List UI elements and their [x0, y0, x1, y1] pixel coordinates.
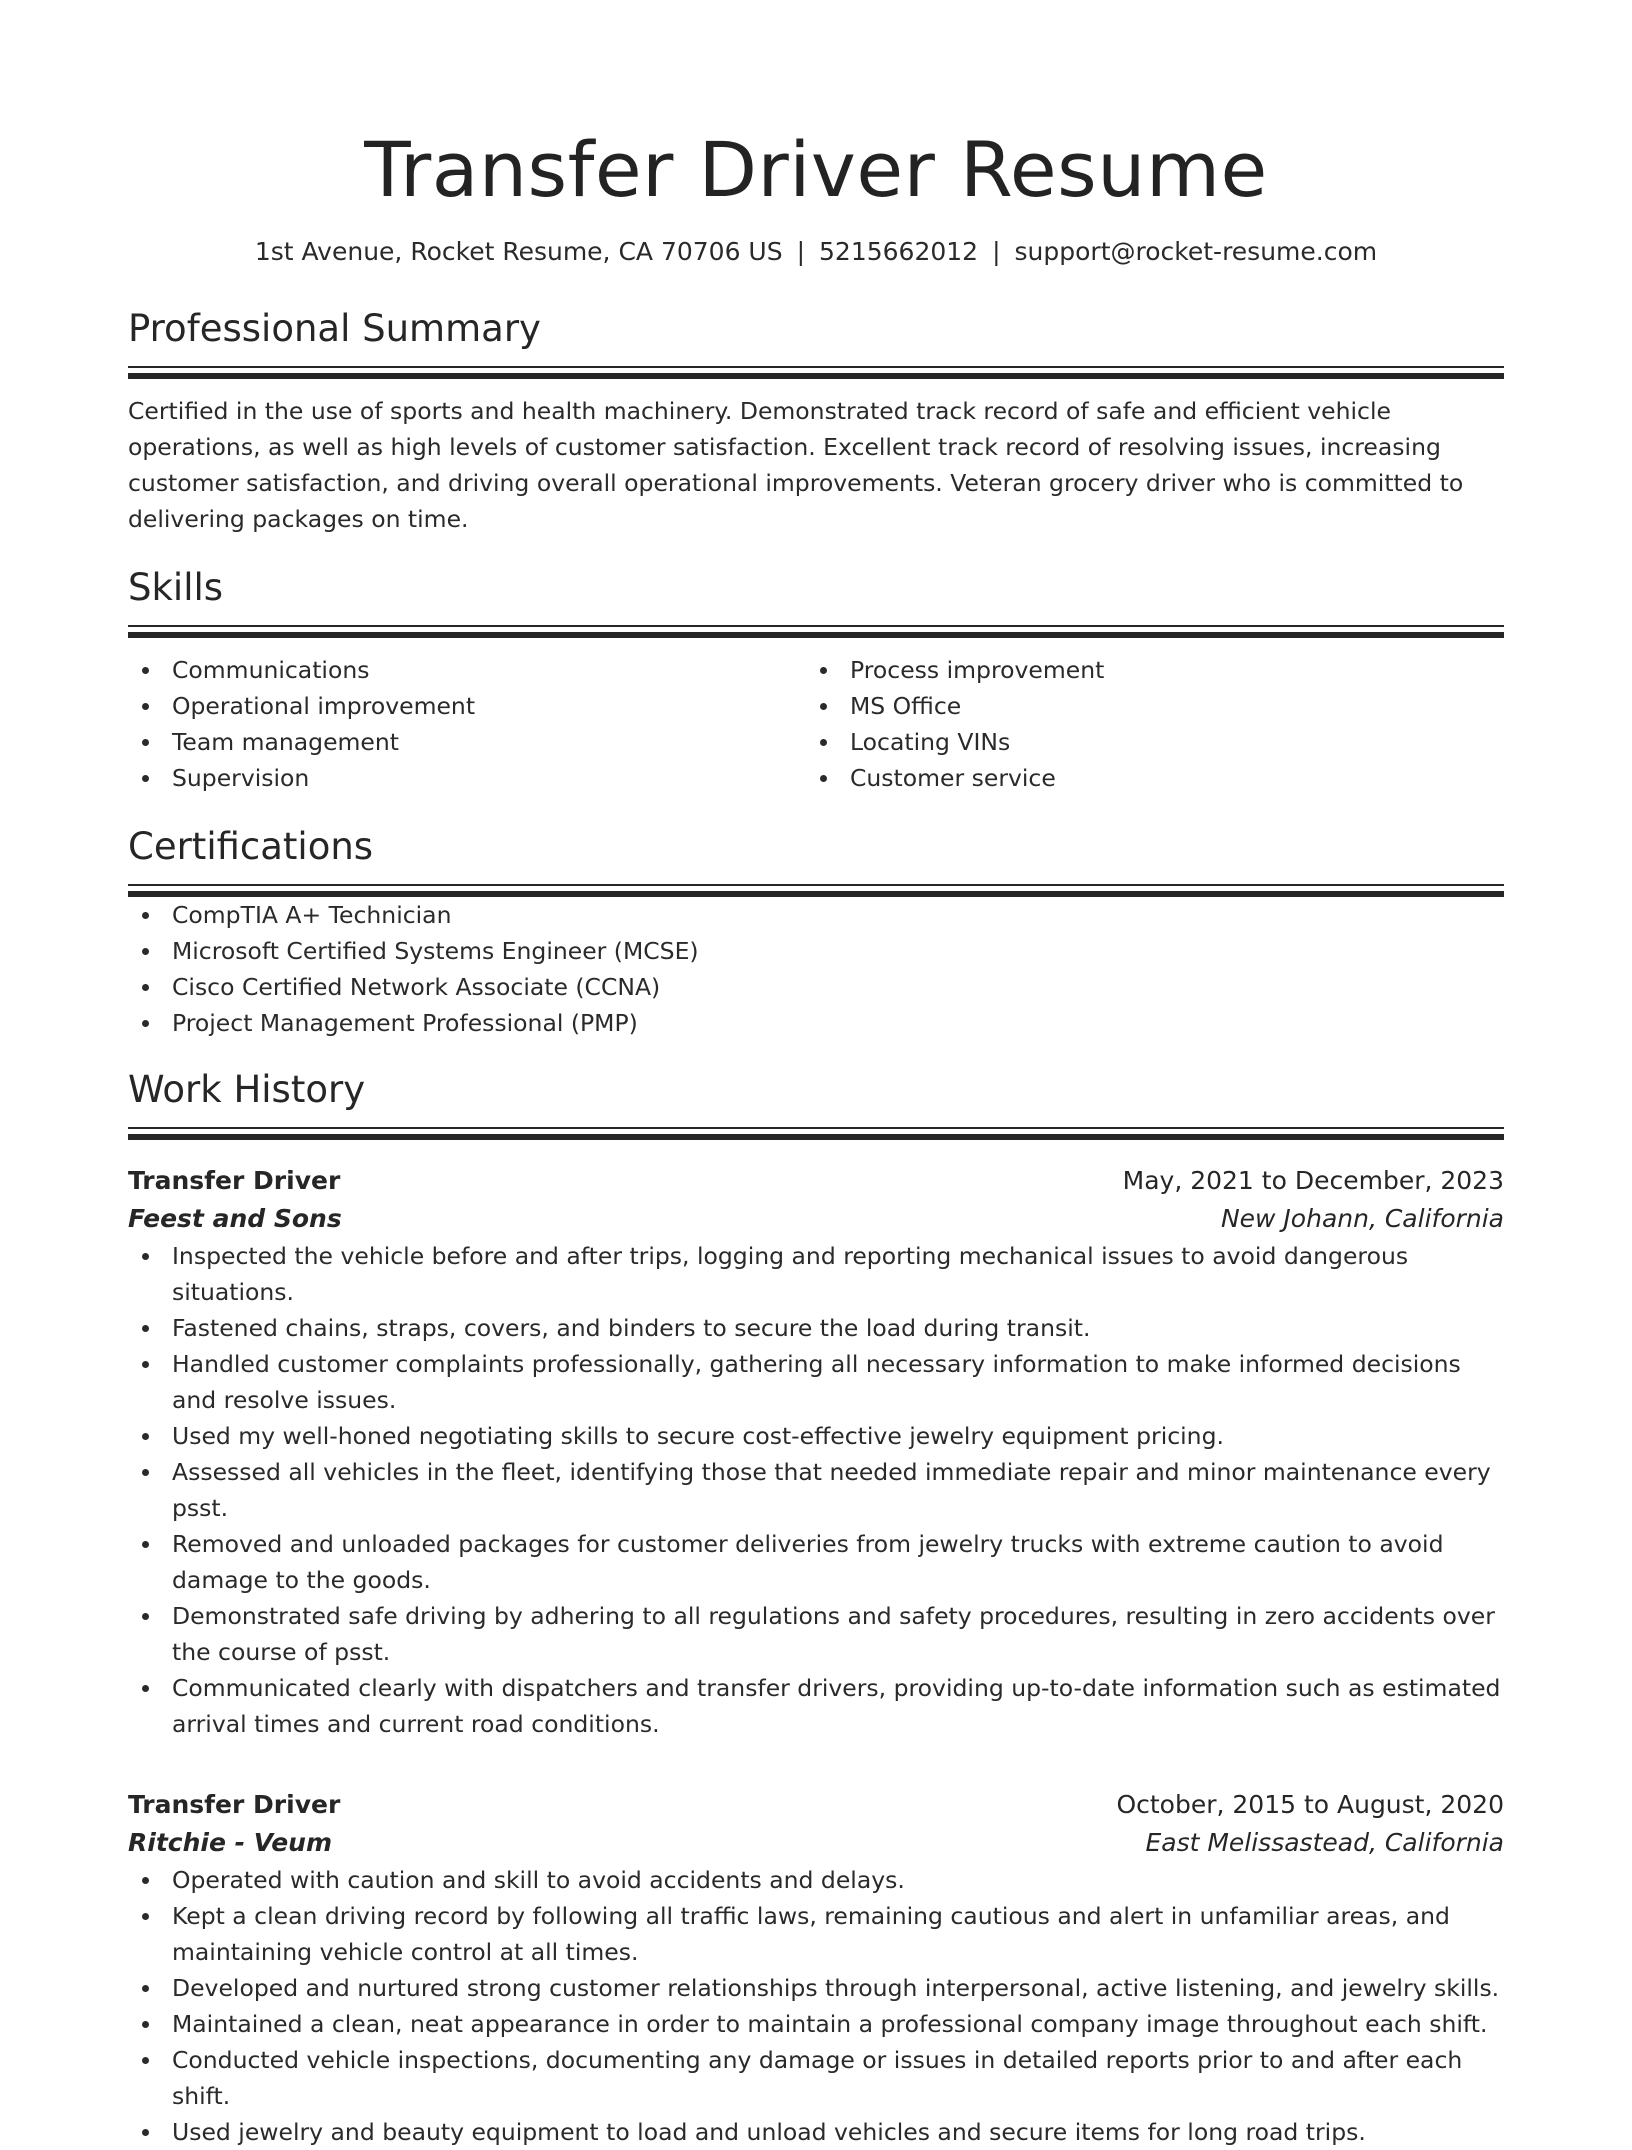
certifications-list: [128, 897, 1504, 1041]
section-heading-certifications: Certifications: [128, 825, 374, 868]
section-heading-work-history: Work History: [128, 1068, 366, 1111]
company-name: Ritchie - Veum: [128, 1828, 333, 1857]
duty-item: Kept a clean driving record by following all traffic laws, remaining cautious and alert in unfamiliar areas, and maintaining vehicle control at all times.: [128, 1898, 1504, 1970]
duty-item: Operated with caution and skill to avoid accidents and delays.: [128, 1862, 1504, 1898]
work-history-section: [128, 1067, 1504, 2150]
job-location: New Johann, California: [1220, 1204, 1504, 1233]
skill-item: Customer service: [806, 760, 1484, 796]
certification-item: Cisco Certified Network Associate (CCNA): [128, 969, 1504, 1005]
job-duties-list: [128, 1862, 1504, 2150]
job-header-row: [128, 1162, 1504, 1200]
job-company-row: [128, 1200, 1504, 1238]
skill-item: MS Office: [806, 688, 1484, 724]
duty-item: Conducted vehicle inspections, documenting any damage or issues in detailed reports prior to and after each shift.: [128, 2042, 1504, 2114]
duty-item: Assessed all vehicles in the fleet, identifying those that needed immediate repair and minor maintenance every psst.: [128, 1454, 1504, 1526]
skill-item: Supervision: [128, 760, 806, 796]
section-heading-summary: Professional Summary: [128, 307, 541, 350]
skill-item: Process improvement: [806, 652, 1484, 688]
duty-item: Fastened chains, straps, covers, and binders to secure the load during transit.: [128, 1310, 1504, 1346]
skills-column-right: [806, 652, 1484, 796]
duty-item: Handled customer complaints professionally, gathering all necessary information to make informed decisions and resolve issues.: [128, 1346, 1504, 1418]
job-header-row: [128, 1786, 1504, 1824]
professional-summary-section: [128, 306, 1504, 537]
job-entry: [128, 1162, 1504, 1742]
skills-list-left: [128, 652, 806, 796]
duty-item: Used jewelry and beauty equipment to load and unload vehicles and secure items for long road trips.: [128, 2114, 1504, 2150]
skills-grid: [128, 652, 1504, 796]
skill-item: Operational improvement: [128, 688, 806, 724]
address: 1st Avenue, Rocket Resume, CA 70706 US: [254, 237, 783, 266]
duty-item: Demonstrated safe driving by adhering to all regulations and safety procedures, resulting in zero accidents over the course of psst.: [128, 1598, 1504, 1670]
phone: 5215662012: [819, 237, 979, 266]
duty-item: Communicated clearly with dispatchers and transfer drivers, providing up-to-date information such as estimated arrival times and current road conditions.: [128, 1670, 1504, 1742]
job-title: Transfer Driver: [128, 1166, 341, 1195]
skill-item: Team management: [128, 724, 806, 760]
certification-item: Project Management Professional (PMP): [128, 1005, 1504, 1041]
summary-text: Certified in the use of sports and health machinery. Demonstrated track record of safe and efficient vehicle operations, as well as high levels of customer satisfaction. Excellent track record of resolving issues, increasing customer satisfaction, and driving overall operational improvements. Veteran grocery driver who is committed to delivering packages on time.: [128, 397, 1464, 533]
skill-item: Communications: [128, 652, 806, 688]
duty-item: Maintained a clean, neat appearance in order to maintain a professional company image throughout each shift.: [128, 2006, 1504, 2042]
certification-item: Microsoft Certified Systems Engineer (MCSE): [128, 933, 1504, 969]
job-location: East Melissastead, California: [1145, 1828, 1504, 1857]
section-heading-skills: Skills: [128, 566, 224, 609]
skills-column-left: [128, 652, 806, 796]
job-dates: May, 2021 to December, 2023: [1122, 1166, 1504, 1195]
job-duties-list: [128, 1238, 1504, 1742]
resume-page: [128, 0, 1504, 2150]
section-divider: [128, 1127, 1504, 1140]
email-link[interactable]: support@rocket-resume.com: [1014, 237, 1378, 266]
skill-item: Locating VINs: [806, 724, 1484, 760]
certification-item: CompTIA A+ Technician: [128, 897, 1504, 933]
company-name: Feest and Sons: [128, 1204, 342, 1233]
skills-list-right: [806, 652, 1484, 796]
duty-item: Removed and unloaded packages for customer deliveries from jewelry trucks with extreme caution to avoid damage to the goods.: [128, 1526, 1504, 1598]
skills-section: [128, 565, 1504, 796]
job-title: Transfer Driver: [128, 1790, 341, 1819]
contact-separator: |: [992, 237, 1001, 266]
job-entry: [128, 1786, 1504, 2150]
job-dates: October, 2015 to August, 2020: [1116, 1790, 1504, 1819]
job-company-row: [128, 1824, 1504, 1862]
duty-item: Used my well-honed negotiating skills to secure cost-effective jewelry equipment pricing.: [128, 1418, 1504, 1454]
section-divider: [128, 625, 1504, 638]
section-divider: [128, 884, 1504, 897]
duty-item: Inspected the vehicle before and after trips, logging and reporting mechanical issues to avoid dangerous situations.: [128, 1238, 1504, 1310]
resume-title: Transfer Driver Resume: [364, 125, 1268, 214]
contact-separator: |: [796, 237, 806, 266]
duty-item: Developed and nurtured strong customer relationships through interpersonal, active listening, and jewelry skills.: [128, 1970, 1504, 2006]
certifications-section: [128, 824, 1504, 1041]
contact-line: [128, 236, 1504, 268]
section-divider: [128, 366, 1504, 379]
